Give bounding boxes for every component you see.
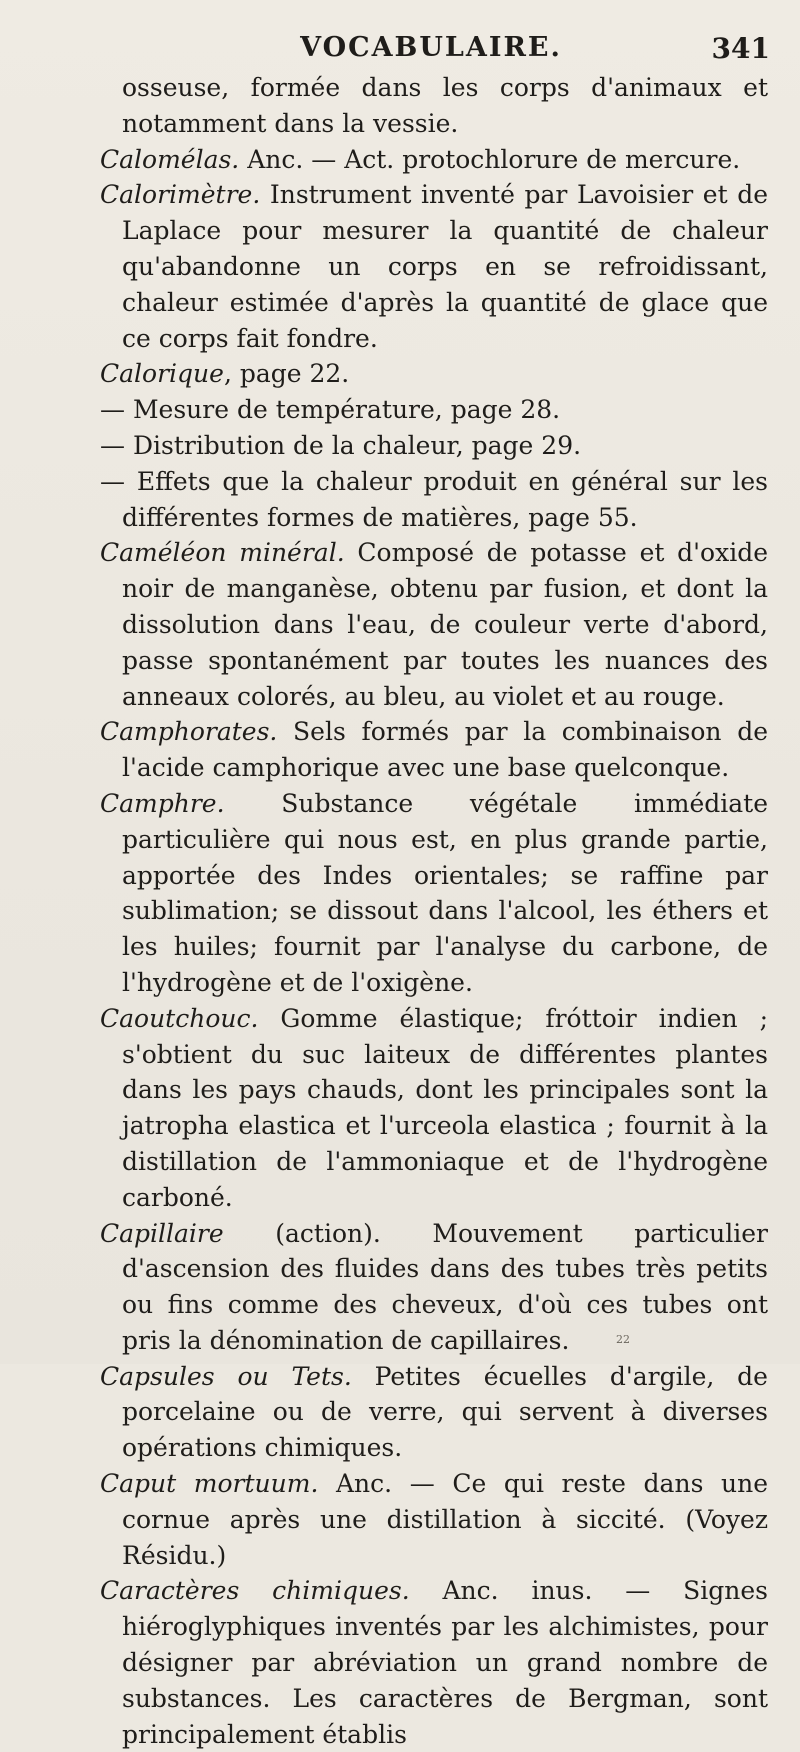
entry-term: Capillaire xyxy=(100,1218,224,1248)
page-number: 341 xyxy=(711,32,770,65)
entry-text: Petites écuelles d'argile, de porcelaine ou de verre, qui servent à diverses opérations chimiques. xyxy=(122,1361,768,1463)
entry-sub-effets xyxy=(100,464,768,536)
entry-term: Caméléon minéral. xyxy=(100,538,345,568)
entry-text: , page 22. xyxy=(223,359,350,389)
signature-mark: 22 xyxy=(616,1333,630,1346)
entry-text: Instrument inventé par Lavoisier et de Laplace pour mesurer la quantité de chaleur qu'abandonne un corps en se refroidissant, chaleur estimée d'après la quantité de glace que ce corps fait fondre. xyxy=(122,180,768,353)
entry-term: Calorique xyxy=(100,359,224,389)
entry-caoutchouc xyxy=(100,1001,768,1216)
entry-term: Camphre. xyxy=(100,788,225,818)
entry-calomelas xyxy=(100,142,768,178)
entry-text: — Effets que la chaleur produit en général sur les différentes formes de matières, page 55. xyxy=(100,466,768,532)
entry-term: Capsules ou Tets. xyxy=(100,1361,352,1391)
entry-continuation xyxy=(100,70,768,142)
entry-capillaire xyxy=(100,1216,768,1359)
entry-capsules xyxy=(100,1359,768,1466)
entry-text: — Distribution de la chaleur, page 29. xyxy=(100,430,582,460)
entry-text: osseuse, formée dans les corps d'animaux et notamment dans la vessie. xyxy=(122,73,768,138)
entry-calorimetre xyxy=(100,177,768,356)
entry-text: Anc. — Ce qui reste dans une cornue après une distillation à siccité. (Voyez Résidu.) xyxy=(122,1469,768,1570)
entry-text: — Mesure de température, page 28. xyxy=(100,395,561,425)
entry-term: Calomélas. xyxy=(100,144,240,174)
entry-text: Anc. inus. — Signes hiéroglyphiques inventés par les alchimistes, pour désigner par abréviation un grand nombre de substances. Les caractères de Bergman, sont principalement établis xyxy=(122,1576,768,1749)
entry-caput-mortuum xyxy=(100,1466,768,1573)
entry-camphorates xyxy=(100,714,768,786)
entry-text: Composé de potasse et d'oxide noir de manganèse, obtenu par fusion, et dont la dissolution dans l'eau, de couleur verte d'abord, passe spontanément par toutes les nuances des anneaux colorés, au bleu, au violet et au rouge. xyxy=(122,538,769,711)
entry-term: Camphorates. xyxy=(100,717,278,747)
entry-calorique xyxy=(100,356,768,392)
entry-caracteres xyxy=(100,1573,768,1752)
running-title: VOCABULAIRE. xyxy=(300,32,562,63)
entry-text: Anc. — Act. protochlorure de mercure. xyxy=(239,144,741,174)
entry-term: Caput mortuum. xyxy=(100,1469,319,1499)
entry-text: (action). Mouvement particulier d'ascension des fluides dans des tubes très petits ou fins comme des cheveux, d'où ces tubes ont pris la dénomination de capillaires. xyxy=(122,1218,768,1355)
entry-cameleon xyxy=(100,535,768,714)
entry-sub-mesure xyxy=(100,392,768,428)
entry-sub-distribution xyxy=(100,428,768,464)
entry-term: Calorimètre. xyxy=(100,180,261,210)
page-header xyxy=(92,32,770,72)
entry-text: Sels formés par la combinaison de l'acide camphorique avec une base quelconque. xyxy=(122,717,768,783)
vocabulary-body xyxy=(100,70,768,1752)
entry-camphre xyxy=(100,786,768,1001)
entry-text: Substance végétale immédiate particulière qui nous est, en plus grande partie, apportée des Indes orientales; se raffine par sublimation; se dissout dans l'alcool, les éthers et les huiles; fournit par l'analyse du carbone, de l'hydrogène et de l'oxigène. xyxy=(122,788,768,997)
entry-term: Caoutchouc. xyxy=(100,1003,259,1033)
entry-term: Caractères chimiques. xyxy=(100,1576,410,1606)
entry-text: Gomme élastique; fróttoir indien ; s'obtient du suc laiteux de différentes plantes dans les pays chauds, dont les principales sont la jatropha elastica et l'urceola elastica ; fournit à la distillation de l'ammoniaque et de l'hydrogène carboné. xyxy=(122,1003,768,1212)
